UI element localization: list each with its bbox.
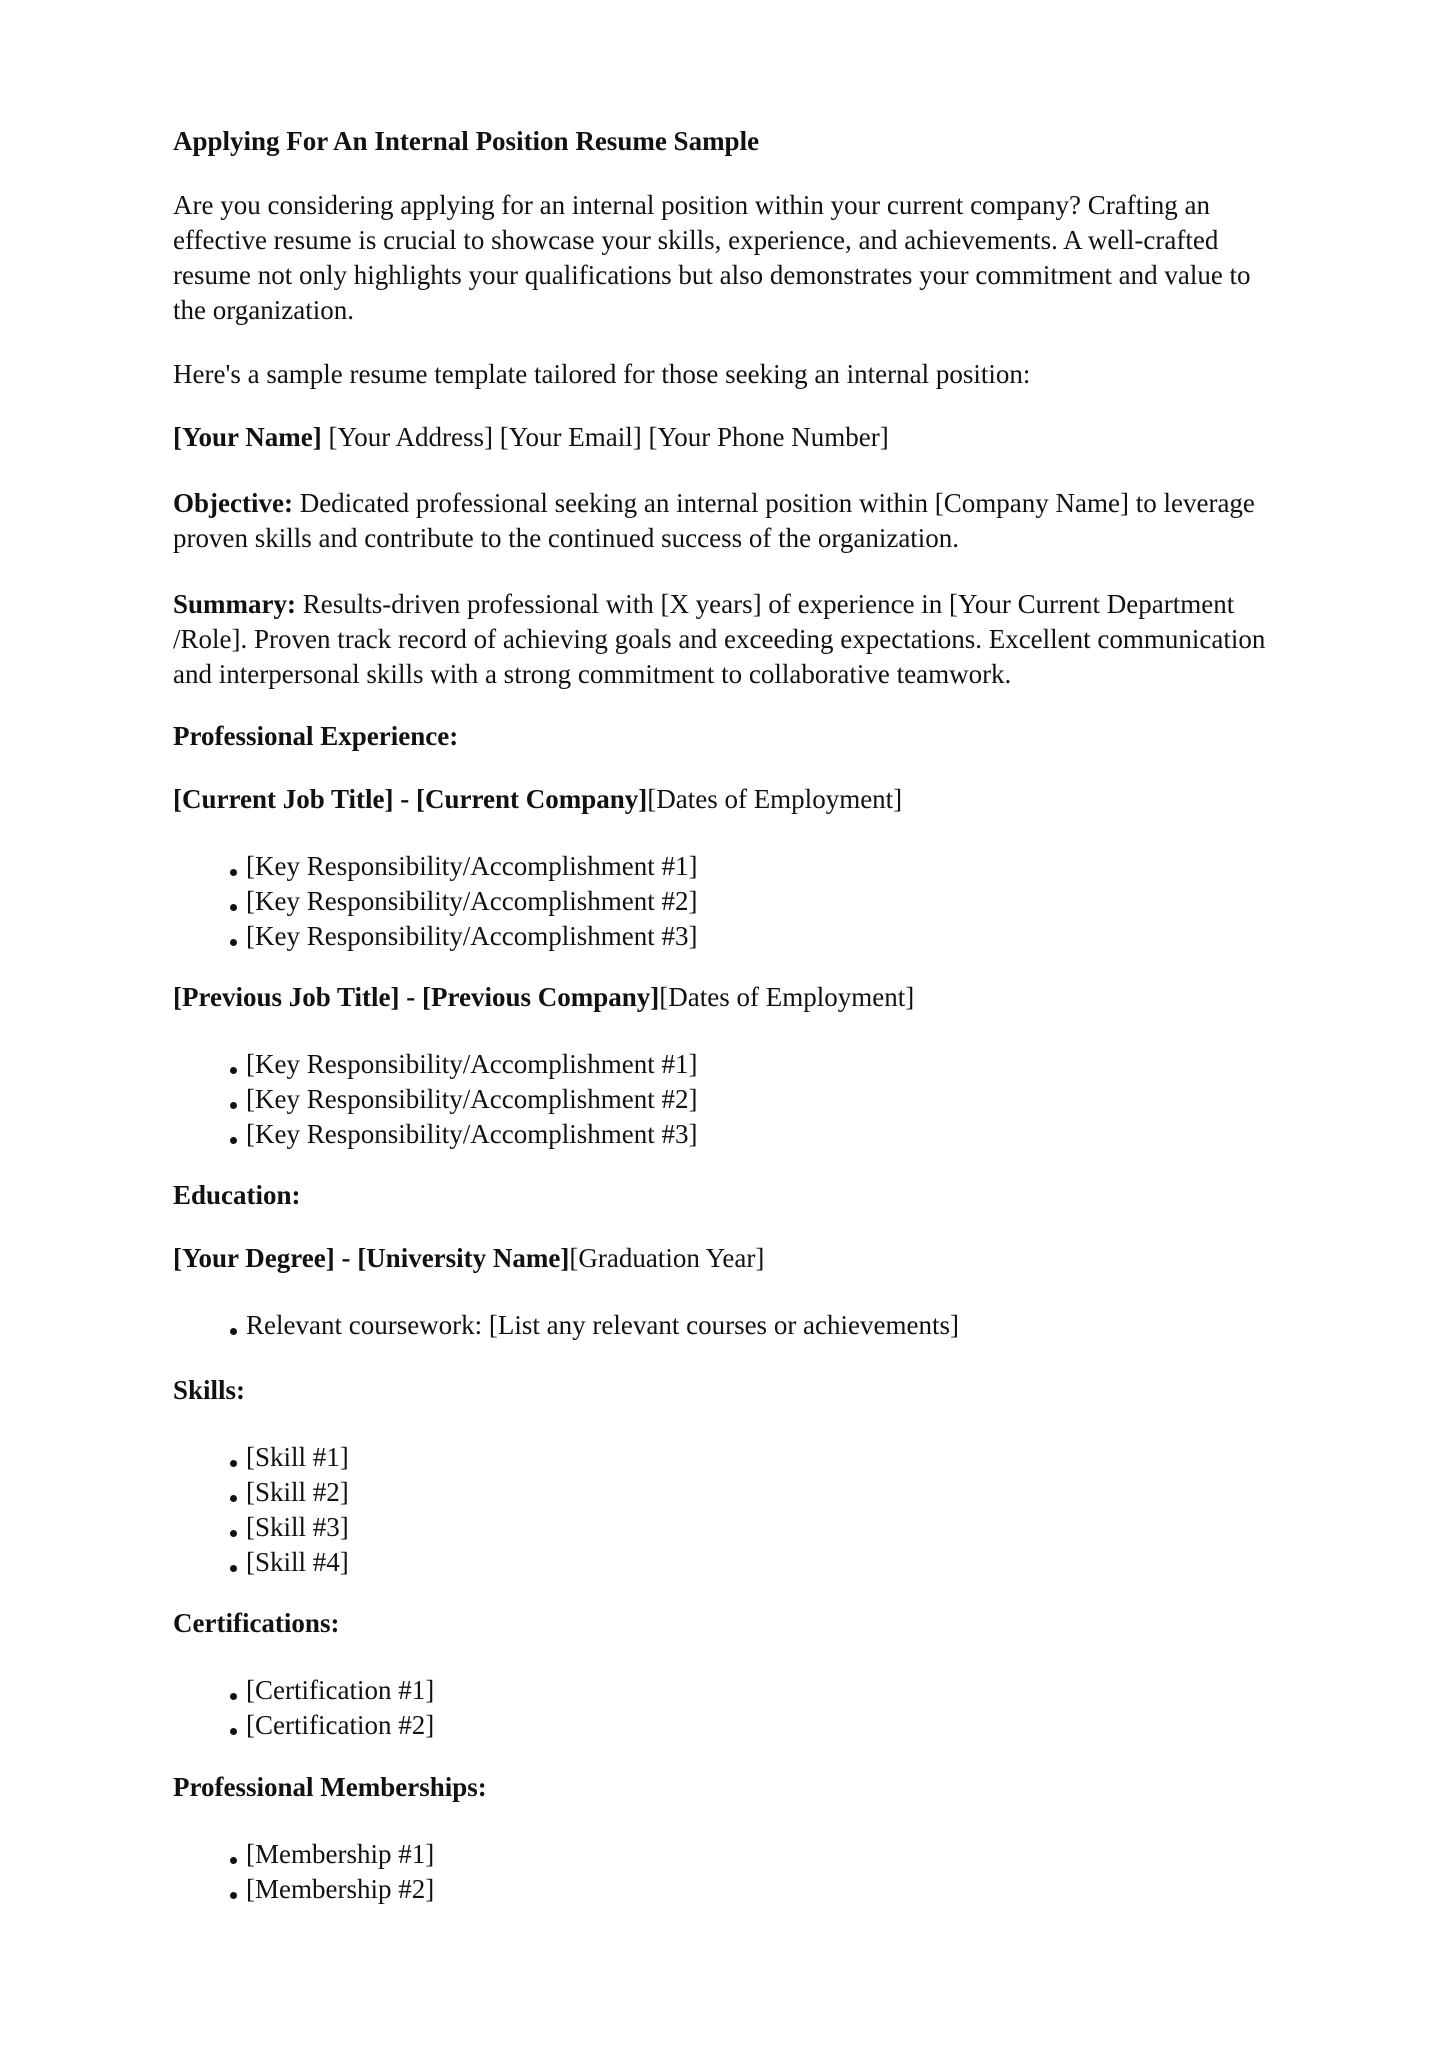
bullet-icon [230, 869, 237, 876]
list-item [228, 1440, 349, 1475]
objective-line: proven skills and contribute to the continued success of the organization. [173, 523, 960, 553]
list-item [228, 1708, 434, 1743]
objective-paragraph [173, 486, 1373, 556]
list-item-text: [Skill #4] [246, 1547, 349, 1577]
skills-heading: Skills: [173, 1375, 246, 1405]
summary-line [173, 587, 1373, 622]
job-header [173, 782, 902, 817]
bullet-icon [230, 904, 237, 911]
list-item [228, 1545, 349, 1580]
summary-paragraph [173, 587, 1373, 692]
bullet-icon [230, 1328, 237, 1335]
intro-line: the organization. [173, 295, 354, 325]
memberships-heading: Professional Memberships: [173, 1772, 487, 1802]
bullet-icon [230, 1728, 237, 1735]
contact-name: [Your Name] [173, 422, 322, 452]
bullet-icon [230, 1857, 237, 1864]
list-item-text: [Certification #1] [246, 1675, 435, 1705]
certifications-list [228, 1673, 434, 1743]
bullet-icon [230, 1693, 237, 1700]
education-heading: Education: [173, 1180, 301, 1210]
summary-line: /Role]. Proven track record of achieving goals and exceeding expectations. Excellent communication [173, 624, 1266, 654]
job-title: [Current Job Title] - [Current Company] [173, 784, 648, 814]
intro-line: resume not only highlights your qualifications but also demonstrates your commitment and value to [173, 260, 1251, 290]
summary-label: Summary: [173, 589, 296, 619]
list-item-text: [Certification #2] [246, 1710, 435, 1740]
list-item-text: [Key Responsibility/Accomplishment #1] [246, 1049, 698, 1079]
summary-text: Results-driven professional with [X years] of experience in [Your Current Department [302, 589, 1235, 619]
list-item [228, 1837, 434, 1872]
document-title: Applying For An Internal Position Resume Sample [173, 126, 760, 156]
bullet-icon [230, 939, 237, 946]
list-item [228, 1117, 697, 1152]
job-header [173, 980, 914, 1015]
education-list [228, 1308, 959, 1343]
bullet-icon [230, 1067, 237, 1074]
list-item-text: [Key Responsibility/Accomplishment #2] [246, 1084, 698, 1114]
contact-details: [Your Address] [Your Email] [Your Phone Number] [328, 422, 889, 452]
job-responsibilities-list [228, 1047, 697, 1152]
template-intro: Here's a sample resume template tailored for those seeking an internal position: [173, 359, 1031, 389]
list-item-text: [Membership #2] [246, 1874, 435, 1904]
intro-line: Are you considering applying for an internal position within your current company? Crafting an [173, 190, 1210, 220]
list-item-text: [Membership #1] [246, 1839, 435, 1869]
bullet-icon [230, 1102, 237, 1109]
list-item [228, 1673, 434, 1708]
list-item [228, 1872, 434, 1907]
summary-line: and interpersonal skills with a strong commitment to collaborative teamwork. [173, 659, 1012, 689]
job-responsibilities-list [228, 849, 697, 954]
list-item-text: [Key Responsibility/Accomplishment #3] [246, 1119, 698, 1149]
list-item [228, 1475, 349, 1510]
list-item [228, 884, 697, 919]
list-item [228, 1308, 959, 1343]
objective-line [173, 486, 1373, 521]
bullet-icon [230, 1137, 237, 1144]
list-item [228, 1047, 697, 1082]
memberships-list [228, 1837, 434, 1907]
list-item [228, 1082, 697, 1117]
bullet-icon [230, 1460, 237, 1467]
list-item [228, 1510, 349, 1545]
list-item-text: [Skill #3] [246, 1512, 349, 1542]
job-dates: [Dates of Employment] [659, 982, 915, 1012]
list-item-text: [Skill #2] [246, 1477, 349, 1507]
degree-title: [Your Degree] - [University Name] [173, 1243, 570, 1273]
experience-heading: Professional Experience: [173, 721, 459, 751]
list-item-text: [Key Responsibility/Accomplishment #1] [246, 851, 698, 881]
bullet-icon [230, 1892, 237, 1899]
job-dates: [Dates of Employment] [647, 784, 903, 814]
bullet-icon [230, 1530, 237, 1537]
intro-paragraph [173, 188, 1373, 328]
contact-line [173, 420, 889, 455]
certifications-heading: Certifications: [173, 1608, 340, 1638]
list-item-text: [Key Responsibility/Accomplishment #2] [246, 886, 698, 916]
list-item [228, 849, 697, 884]
objective-text: Dedicated professional seeking an internal position within [Company Name] to leverage [299, 488, 1255, 518]
list-item-text: [Skill #1] [246, 1442, 349, 1472]
intro-line: effective resume is crucial to showcase your skills, experience, and achievements. A well-crafted [173, 225, 1219, 255]
list-item [228, 919, 697, 954]
list-item-text: [Key Responsibility/Accomplishment #3] [246, 921, 698, 951]
job-title: [Previous Job Title] - [Previous Company] [173, 982, 660, 1012]
objective-label: Objective: [173, 488, 293, 518]
bullet-icon [230, 1495, 237, 1502]
list-item-text: Relevant coursework: [List any relevant courses or achievements] [246, 1310, 959, 1340]
graduation-year: [Graduation Year] [569, 1243, 765, 1273]
skills-list [228, 1440, 349, 1580]
education-header [173, 1241, 764, 1276]
bullet-icon [230, 1565, 237, 1572]
